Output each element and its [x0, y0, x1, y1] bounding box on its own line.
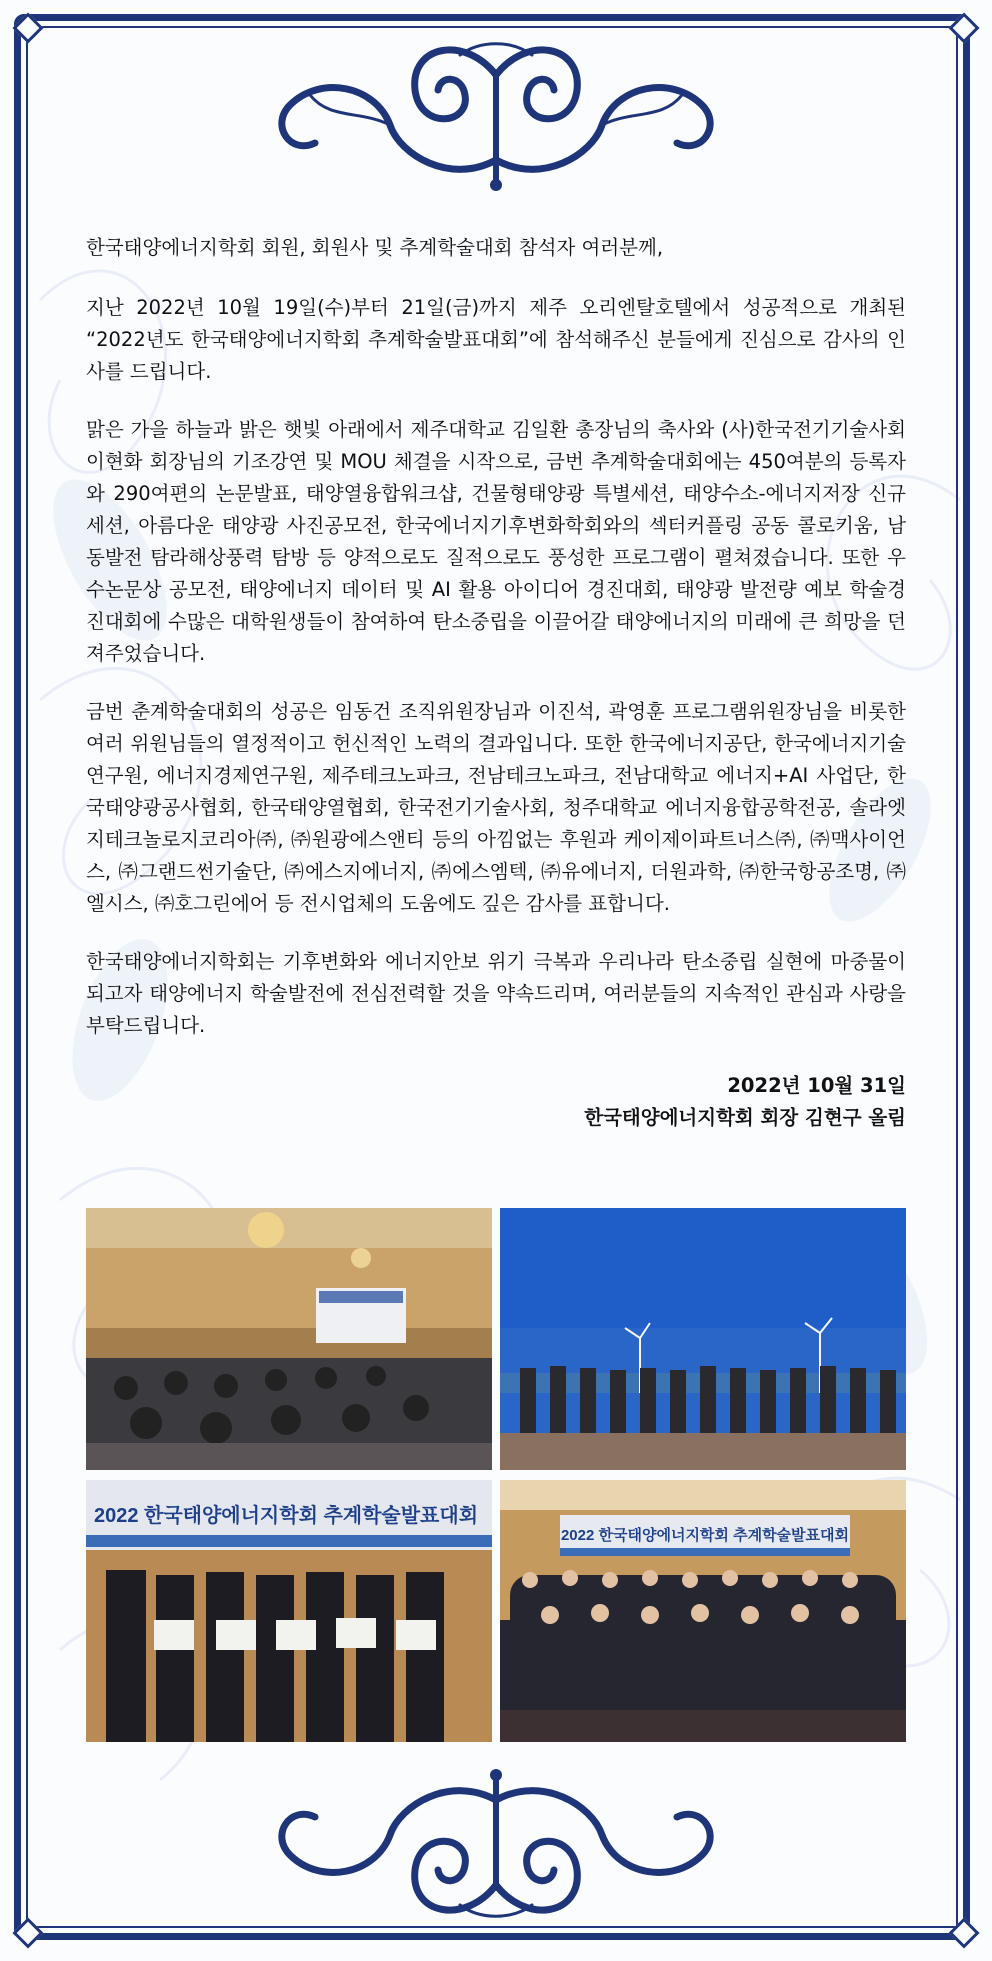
group-banner-text: 2022 한국태양에너지학회 추계학술발표대회	[560, 1527, 850, 1544]
award-banner-text: 2022 한국태양에너지학회 추계학술발표대회	[93, 1505, 479, 1527]
photo-conference-hall	[86, 1208, 492, 1470]
photo-award-winners	[86, 1480, 492, 1742]
photo-grid	[86, 1208, 906, 1742]
photo-group-attendees	[500, 1480, 906, 1742]
paragraph-1: 지난 2022년 10월 19일(수)부터 21일(금)까지 제주 오리엔탈호텔에서 성공적으로 개최된 “2022년도 한국태양에너지학회 추계학술발표대회”에 참석해주신 분들에게 진심으로 감사의 인사를 드립니다.	[86, 296, 906, 383]
letter-date: 2022년 10월 31일	[727, 1074, 906, 1097]
photo-seaside-group	[500, 1208, 906, 1470]
letter-body	[86, 232, 906, 1134]
greeting: 한국태양에너지학회 회원, 회원사 및 추계학술대회 참석자 여러분께,	[86, 236, 664, 259]
paragraph-2: 맑은 가을 하늘과 밝은 햇빛 아래에서 제주대학교 김일환 총장님의 축사와 (사)한국전기기술사회 이현화 회장님의 기조강연 및 MOU 체결을 시작으로, 금번 추계학술대회에는 450여분의 등록자와 290여편의 논문발표, 태양열융합워크샵, 건물형태양광 특별세션, 태양수소-에너지저장 신규세션, 아름다운 태양광 사진공모전, 한국에너지기후변화학회와의 섹터커플링 공동 콜로키움, 남동발전 탐라해상풍력 탐방 등 양적으로도 질적으로도 풍성한 프로그램이 펼쳐졌습니다. 또한 우수논문상 공모전, 태양에너지 데이터 및 AI 활용 아이디어 경진대회, 태양광 발전량 예보 학술경진대회에 수많은 대학원생들이 참여하여 탄소중립을 이끌어갈 태양에너지의 미래에 큰 희망을 던져주었습니다.	[86, 418, 906, 665]
paragraph-3: 금번 춘계학술대회의 성공은 임동건 조직위원장님과 이진석, 곽영훈 프로그램위원장님을 비롯한 여러 위원님들의 열정적이고 헌신적인 노력의 결과입니다. 또한 한국에너지공단, 한국에너지기술연구원, 에너지경제연구원, 제주테크노파크, 전남테크노파크, 전남대학교 에너지+AI 사업단, 한국태양광공사협회, 한국태양열협회, 한국전기기술사회, 청주대학교 에너지융합공학전공, 솔라엣지테크놀로지코리아㈜, ㈜원광에스앤티 등의 아낌없는 후원과 케이제이파트너스㈜, ㈜맥사이언스, ㈜그랜드썬기술단, ㈜에스지에너지, ㈜에스엠텍, ㈜유에너지, 더원과학, ㈜한국항공조명, ㈜엘시스, ㈜호그린에어 등 전시업체의 도움에도 깊은 감사를 표합니다.	[86, 700, 906, 915]
paragraph-4: 한국태양에너지학회는 기후변화와 에너지안보 위기 극복과 우리나라 탄소중립 실현에 마중물이 되고자 태양에너지 학술발전에 전심전력할 것을 약속드리며, 여러분들의 지속적인 관심과 사랑을 부탁드립니다.	[86, 950, 906, 1037]
letter-signature: 한국태양에너지학회 회장 김현구 올림	[584, 1106, 906, 1129]
bottom-flourish-ornament	[250, 1760, 742, 1925]
top-flourish-ornament	[250, 35, 742, 200]
